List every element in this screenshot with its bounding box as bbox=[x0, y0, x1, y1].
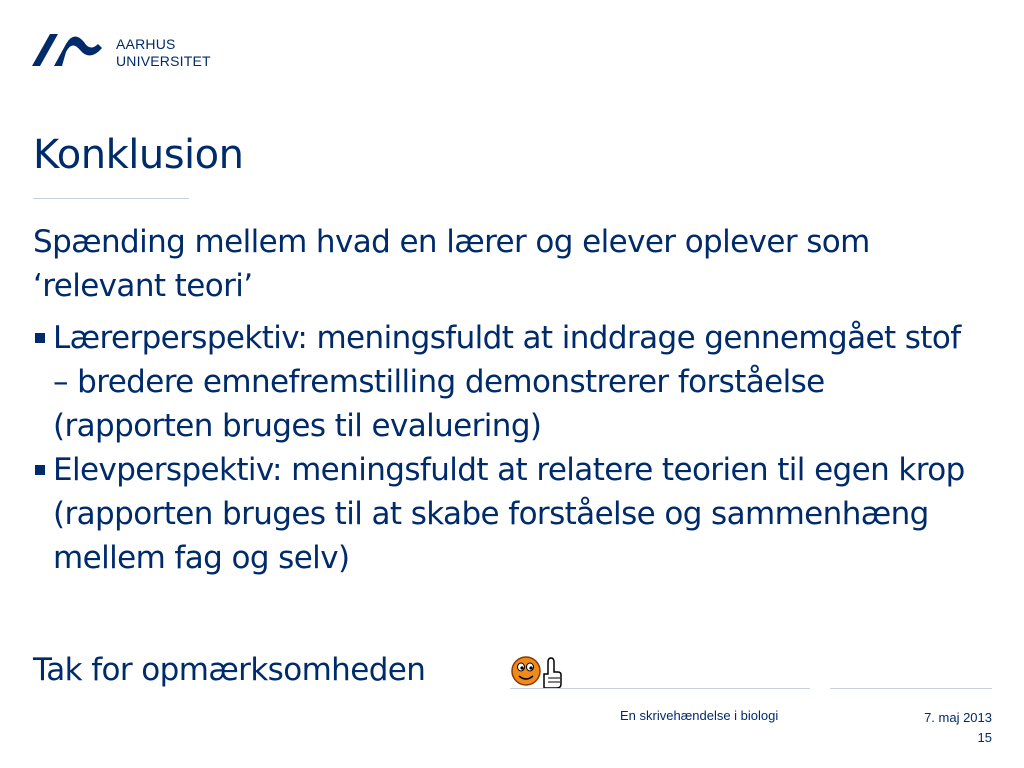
thumbs-up-smiley-icon bbox=[510, 654, 562, 690]
square-bullet-icon bbox=[35, 333, 45, 343]
bullet-item-student bbox=[33, 448, 973, 580]
lead-paragraph: Spænding mellem hvad en lærer og elever oplever som ‘relevant teori’ bbox=[33, 224, 870, 304]
bullet-text: Lærerperspektiv: meningsfuldt at inddrage gennemgået stof – bredere emnefremstilling demonstrerer forståelse (rapporten bruges til evaluering) bbox=[53, 320, 961, 444]
footer-date-block bbox=[924, 708, 992, 748]
logo-wordmark bbox=[116, 36, 211, 70]
footer-presentation-title: En skrivehændelse i biologi bbox=[620, 708, 779, 723]
page-number: 15 bbox=[977, 730, 992, 745]
logo-line-1: AARHUS bbox=[116, 36, 176, 52]
title-divider bbox=[33, 198, 189, 199]
footer-divider-right bbox=[830, 688, 992, 689]
bullet-text: Elevperspektiv: meningsfuldt at relatere teorien til egen krop (rapporten bruges til at skabe forståelse og sammenhæng mellem fag og selv) bbox=[53, 452, 965, 576]
closing-text: Tak for opmærksomheden bbox=[33, 652, 426, 688]
bullet-list bbox=[33, 316, 973, 580]
slide-title: Konklusion bbox=[33, 132, 244, 178]
slide-body bbox=[33, 220, 973, 580]
aarhus-university-wave-icon bbox=[32, 32, 102, 68]
footer-date: 7. maj 2013 bbox=[924, 710, 992, 725]
square-bullet-icon bbox=[35, 465, 45, 475]
footer-divider-left bbox=[510, 688, 810, 689]
bullet-item-teacher bbox=[33, 316, 973, 448]
logo-line-2: UNIVERSITET bbox=[116, 53, 211, 69]
